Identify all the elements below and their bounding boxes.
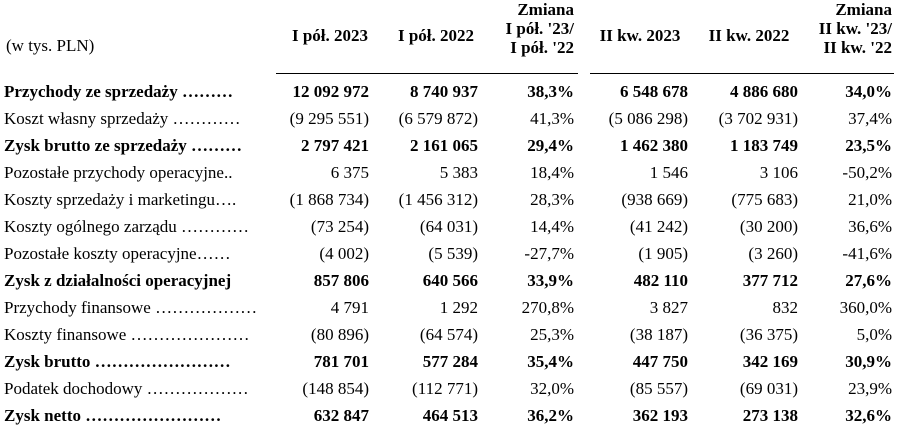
- row-value: (6 579 872): [398, 109, 478, 128]
- row-label: Pozostałe przychody operacyjne..: [4, 163, 233, 182]
- row-value: (938 669): [621, 190, 688, 209]
- row-value: 29,4%: [527, 136, 574, 155]
- row-value: 1 292: [439, 298, 478, 317]
- col-q2-2023: [590, 20, 690, 50]
- row-value: 12 092 972: [292, 82, 369, 101]
- row-value: (85 557): [629, 379, 688, 398]
- row-value: 21,0%: [848, 190, 892, 209]
- table-row: [0, 350, 900, 376]
- table-row: [0, 107, 900, 133]
- row-label: Koszty finansowe …………………: [4, 325, 250, 344]
- row-value: 1 462 380: [620, 136, 688, 155]
- row-value: 482 110: [633, 271, 688, 290]
- row-value: (148 854): [302, 379, 369, 398]
- row-value: 342 169: [742, 352, 798, 371]
- table-row: [0, 296, 900, 322]
- row-value: (112 771): [412, 379, 478, 398]
- table-row: [0, 215, 900, 241]
- table-row: [0, 80, 900, 106]
- col-q2-2023-label: II kw. 2023: [599, 25, 681, 45]
- row-value: 38,3%: [527, 82, 574, 101]
- row-value: 464 513: [422, 406, 478, 425]
- unit-label: (w tys. PLN): [6, 36, 95, 55]
- row-value: (9 295 551): [289, 109, 369, 128]
- row-value: (775 683): [731, 190, 798, 209]
- row-value: (5 086 298): [608, 109, 688, 128]
- row-value: 577 284: [422, 352, 478, 371]
- row-value: (36 375): [739, 325, 798, 344]
- row-value: 781 701: [313, 352, 369, 371]
- col-h1-2023: [276, 20, 384, 50]
- row-value: 27,6%: [845, 271, 892, 290]
- col-q2-change-line1: Zmiana: [835, 0, 892, 19]
- row-value: 6 375: [330, 163, 369, 182]
- col-h1-2022-label: I pół. 2022: [397, 25, 475, 45]
- row-value: 2 161 065: [410, 136, 478, 155]
- row-value: 33,9%: [527, 271, 574, 290]
- row-value: (3 260): [748, 244, 798, 263]
- row-value: 36,2%: [527, 406, 574, 425]
- row-value: 2 797 421: [301, 136, 369, 155]
- row-value: 273 138: [742, 406, 798, 425]
- row-value: 1 183 749: [730, 136, 798, 155]
- row-value: 32,0%: [530, 379, 574, 398]
- table-header: [0, 0, 900, 74]
- table-row: [0, 242, 900, 268]
- row-label: Koszty ogólnego zarządu …………: [4, 217, 250, 236]
- row-value: 447 750: [632, 352, 688, 371]
- row-value: (1 456 312): [398, 190, 478, 209]
- row-value: (1 905): [638, 244, 688, 263]
- table-row: [0, 377, 900, 403]
- row-label: Zysk netto ……………………: [4, 406, 222, 425]
- row-value: 362 193: [632, 406, 688, 425]
- row-value: 36,6%: [848, 217, 892, 236]
- row-value: 35,4%: [527, 352, 574, 371]
- row-value: 5 383: [439, 163, 478, 182]
- row-label: Pozostałe koszty operacyjne……: [4, 244, 231, 263]
- row-value: 28,3%: [530, 190, 574, 209]
- row-value: 3 106: [759, 163, 798, 182]
- row-value: 32,6%: [845, 406, 892, 425]
- row-label: Zysk brutto ze sprzedaży ………: [4, 136, 242, 155]
- row-value: (30 200): [739, 217, 798, 236]
- row-value: (4 002): [319, 244, 369, 263]
- row-value: (69 031): [739, 379, 798, 398]
- row-label: Zysk z działalności operacyjnej: [4, 271, 232, 290]
- row-label: Zysk brutto ……………………: [4, 352, 231, 371]
- col-q2-change-line2: II kw. '23/: [818, 19, 892, 38]
- col-q2-2022: [698, 20, 800, 50]
- row-value: 5,0%: [856, 325, 892, 344]
- row-value: 4 791: [330, 298, 369, 317]
- row-value: (80 896): [310, 325, 369, 344]
- col-q2-change: [800, 0, 892, 70]
- col-h1-change-line3: I pół. '22: [510, 38, 574, 57]
- col-h1-change-line1: Zmiana: [517, 0, 574, 19]
- row-value: (38 187): [629, 325, 688, 344]
- row-value: 18,4%: [530, 163, 574, 182]
- row-label: Przychody finansowe ………………: [4, 298, 258, 317]
- row-value: 857 806: [313, 271, 369, 290]
- row-value: (41 242): [629, 217, 688, 236]
- row-value: -41,6%: [842, 244, 892, 263]
- row-value: 6 548 678: [620, 82, 688, 101]
- row-value: 30,9%: [845, 352, 892, 371]
- row-value: (64 574): [419, 325, 478, 344]
- col-h1-change: [488, 0, 574, 70]
- row-label: Koszty sprzedaży i marketingu….: [4, 190, 237, 209]
- table-row: [0, 269, 900, 295]
- header-rule-q2: [590, 73, 894, 74]
- col-q2-change-line3: II kw. '22: [823, 38, 892, 57]
- col-q2-2022-label: II kw. 2022: [708, 25, 790, 45]
- row-value: -27,7%: [524, 244, 574, 263]
- row-value: (1 868 734): [289, 190, 369, 209]
- col-h1-2022: [384, 20, 488, 50]
- row-value: (3 702 931): [718, 109, 798, 128]
- table-row: [0, 161, 900, 187]
- row-label: Przychody ze sprzedaży ………: [4, 82, 233, 101]
- table-row: [0, 134, 900, 160]
- row-label: Koszt własny sprzedaży …………: [4, 109, 241, 128]
- col-h1-change-line2: I pół. '23/: [505, 19, 574, 38]
- row-label: Podatek dochodowy ………………: [4, 379, 249, 398]
- row-value: 640 566: [422, 271, 478, 290]
- row-value: 23,5%: [845, 136, 892, 155]
- row-value: 23,9%: [848, 379, 892, 398]
- row-value: (73 254): [310, 217, 369, 236]
- row-value: 270,8%: [521, 298, 574, 317]
- row-value: 8 740 937: [410, 82, 478, 101]
- row-value: 360,0%: [839, 298, 892, 317]
- table-row: [0, 188, 900, 214]
- row-value: 377 712: [742, 271, 798, 290]
- row-value: 37,4%: [848, 109, 892, 128]
- row-value: 832: [772, 298, 798, 317]
- row-value: 3 827: [649, 298, 688, 317]
- row-value: (5 539): [428, 244, 478, 263]
- row-value: 25,3%: [530, 325, 574, 344]
- row-value: 1 546: [649, 163, 688, 182]
- table-row: [0, 404, 900, 430]
- row-value: 41,3%: [530, 109, 574, 128]
- col-h1-2023-label: I pół. 2023: [291, 25, 369, 45]
- header-rule-h1: [276, 73, 578, 74]
- row-value: 14,4%: [530, 217, 574, 236]
- row-value: -50,2%: [842, 163, 892, 182]
- row-value: 632 847: [313, 406, 369, 425]
- row-value: 34,0%: [845, 82, 892, 101]
- table-row: [0, 323, 900, 349]
- row-value: 4 886 680: [730, 82, 798, 101]
- row-value: (64 031): [419, 217, 478, 236]
